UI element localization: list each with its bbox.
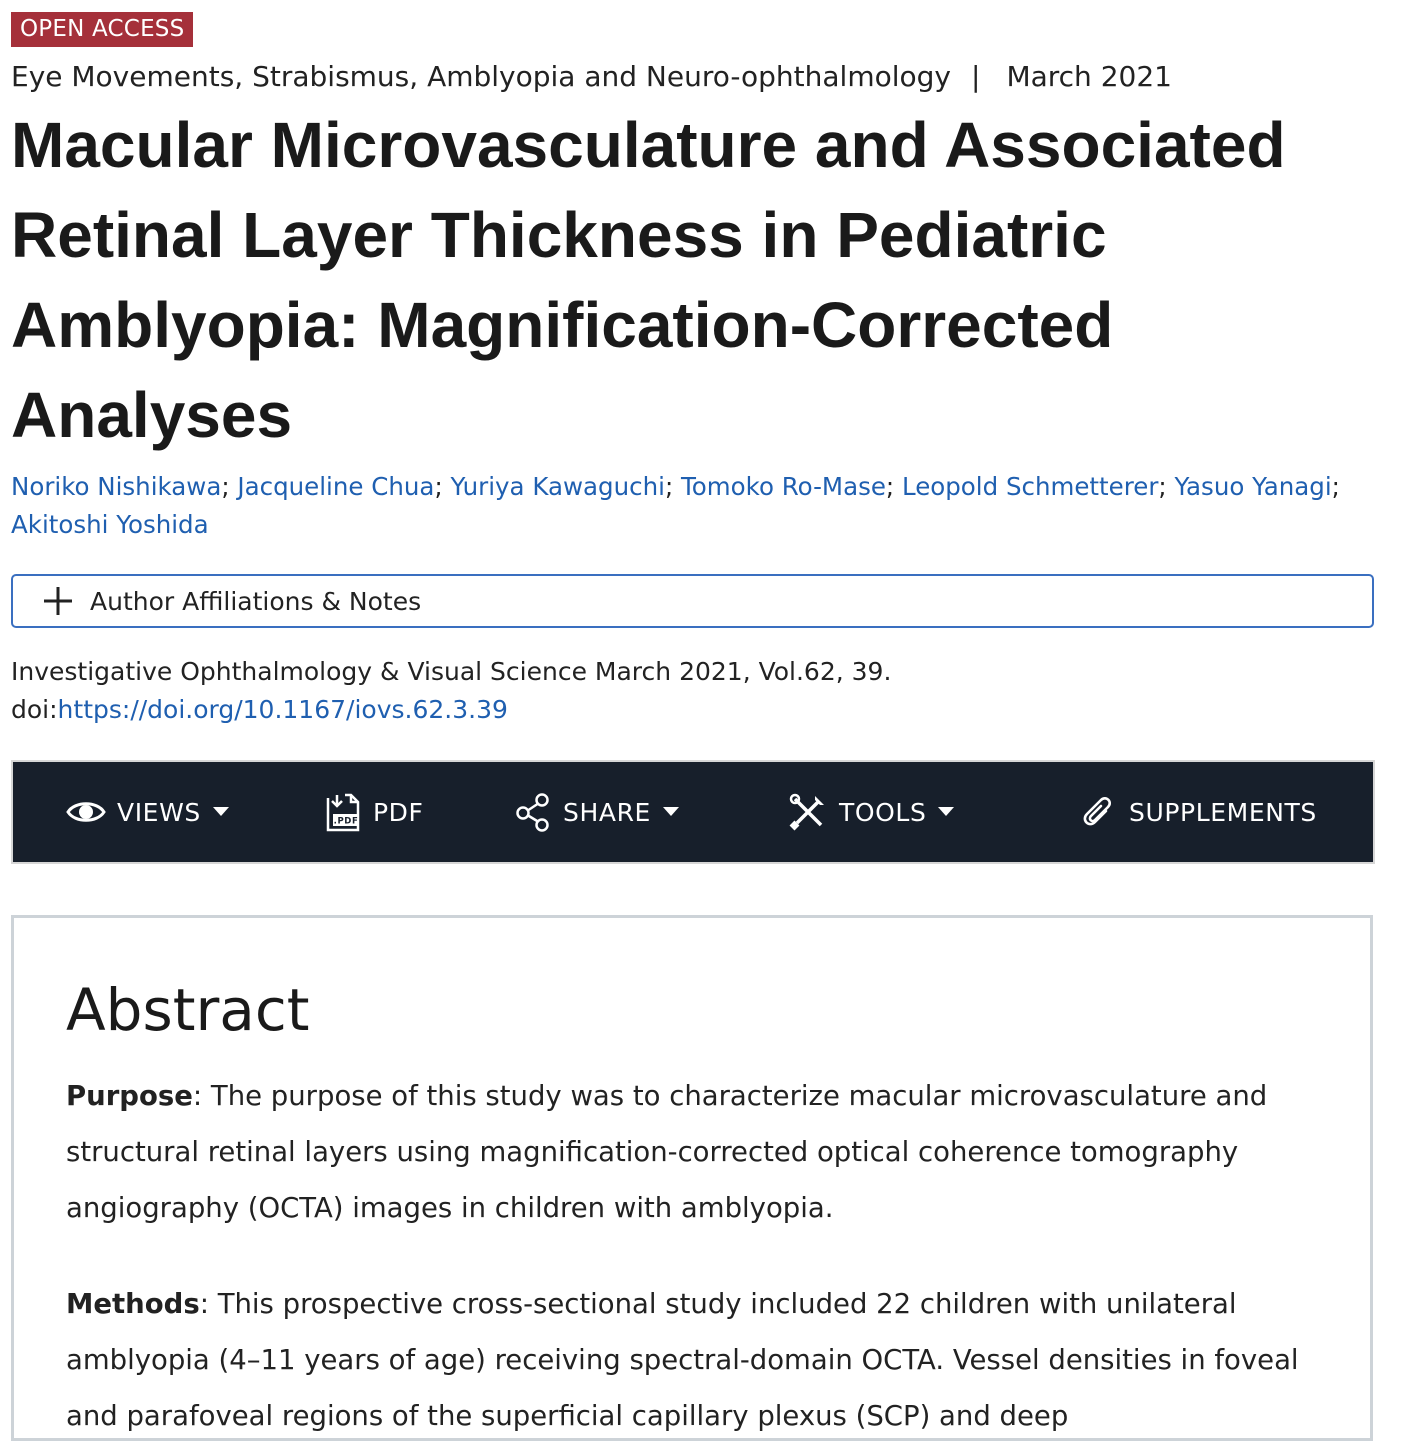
author-affiliations-toggle[interactable] (11, 574, 1374, 628)
abstract-heading: Abstract (66, 976, 310, 1044)
share-label: SHARE (563, 797, 651, 827)
author-separator: ; (664, 472, 681, 501)
article-meta (11, 58, 1172, 96)
pdf-label: PDF (373, 797, 424, 827)
paperclip-icon (1079, 792, 1115, 832)
chevron-down-icon (938, 807, 954, 817)
author-link[interactable]: Akitoshi Yoshida (11, 510, 209, 539)
doi-link[interactable]: https://doi.org/10.1167/iovs.62.3.39 (57, 695, 508, 724)
article-title: Macular Microvasculature and Associated Retinal Layer Thickness in Pediatric Amblyopia: Magnification-Corrected Analyses (11, 109, 1286, 451)
supplements-button[interactable] (1079, 762, 1317, 862)
pdf-file-icon (323, 792, 361, 832)
purpose-text: : The purpose of this study was to characterize macular microvasculature and structural retinal layers using magnification-corrected optical coherence tomography angiography (OCTA) images in children with amblyopia. (66, 1080, 1268, 1224)
author-link[interactable]: Tomoko Ro-Mase (680, 472, 886, 501)
abstract-panel (11, 915, 1373, 1441)
article-toolbar (11, 760, 1375, 864)
author-separator: ; (1331, 472, 1340, 501)
author-link[interactable]: Jacqueline Chua (237, 472, 435, 501)
share-icon (515, 792, 551, 832)
share-button[interactable] (515, 762, 679, 862)
author-separator: ; (1158, 472, 1175, 501)
methods-text: : This prospective cross-sectional study included 22 children with unilateral amblyopia (4–11 years of age) receiving spectral-domain OCTA. Vessel densities in foveal and parafoveal regions of the superficial capillary plexus (SCP) and deep (66, 1288, 1299, 1432)
abstract-methods (66, 1276, 1336, 1444)
meta-separator: | (971, 60, 981, 93)
tools-icon (789, 793, 827, 831)
svg-text:.PDF: .PDF (333, 816, 359, 827)
open-access-badge: OPEN ACCESS (11, 12, 193, 47)
plus-icon (43, 586, 73, 616)
author-link[interactable]: Yuriya Kawaguchi (450, 472, 665, 501)
author-separator: ; (885, 472, 902, 501)
author-link[interactable]: Yasuo Yanagi (1174, 472, 1332, 501)
methods-label: Methods (66, 1288, 200, 1320)
tools-label: TOOLS (839, 797, 927, 827)
supplements-label: SUPPLEMENTS (1129, 797, 1317, 827)
author-separator: ; (221, 472, 238, 501)
doi-line (11, 691, 891, 729)
views-label: VIEWS (117, 797, 201, 827)
doi-prefix: doi: (11, 695, 58, 724)
article-date: March 2021 (1006, 60, 1172, 93)
abstract-purpose (66, 1068, 1336, 1236)
author-separator: ; (434, 472, 451, 501)
pdf-button[interactable] (323, 762, 424, 862)
citation-block (11, 653, 891, 729)
eye-icon (66, 797, 106, 827)
author-link[interactable]: Leopold Schmetterer (901, 472, 1159, 501)
citation-text: Investigative Ophthalmology & Visual Science March 2021, Vol.62, 39. (11, 657, 892, 686)
article-section: Eye Movements, Strabismus, Amblyopia and Neuro-ophthalmology (11, 60, 951, 93)
author-list (11, 468, 1406, 544)
author-link[interactable]: Noriko Nishikawa (11, 472, 222, 501)
author-affiliations-label: Author Affiliations & Notes (90, 586, 422, 616)
tools-button[interactable] (789, 762, 954, 862)
purpose-label: Purpose (66, 1080, 193, 1112)
chevron-down-icon (213, 807, 229, 817)
views-button[interactable] (66, 762, 229, 862)
chevron-down-icon (663, 807, 679, 817)
